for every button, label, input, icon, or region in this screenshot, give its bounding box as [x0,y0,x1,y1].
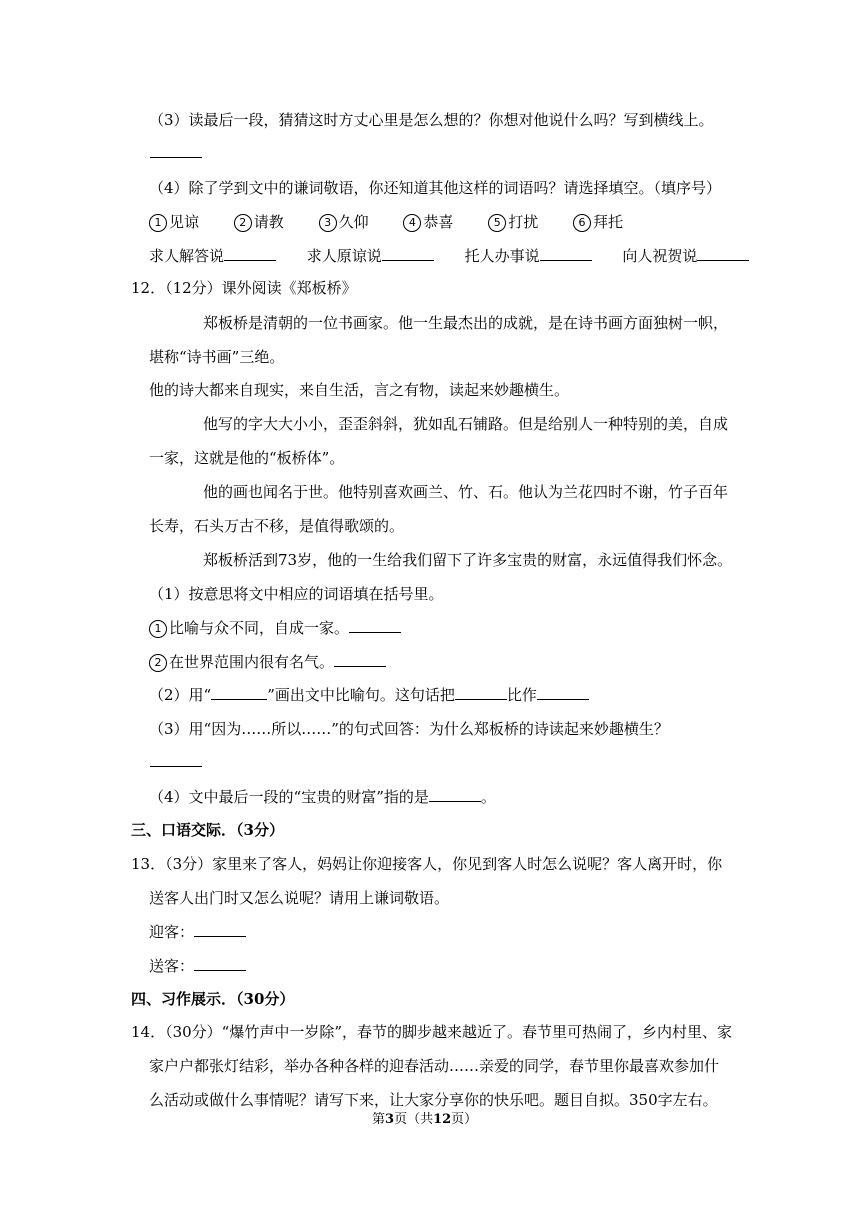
q12-sub3: （3）用“因为……所以……”的句式回答：为什么郑板桥的诗读起来妙趣横生？ [149,720,669,738]
q12-title: 12．（12分）课外阅读《郑板桥》 [131,279,357,297]
fill-forgive: 求人原谅说 [307,247,434,265]
q11-options [149,212,653,232]
answer-line[interactable] [349,618,401,633]
q11-part4: （4）除了学到文中的谦词敬语，你还知道其他这样的词语吗？请选择填空。（填序号） [149,179,722,197]
answer-line[interactable] [194,922,246,937]
passage-para4: 他的画也闻名于世。他特别喜欢画兰、竹、石。他认为兰花四时不谢，竹子百年 [203,483,729,501]
section3-heading: 三、口语交际．（3分） [131,821,284,839]
answer-line[interactable] [537,685,589,700]
q11-fill-row [149,246,749,266]
passage-para1-cont: 堪称“诗书画”三绝。 [149,348,285,366]
option-4: 4 恭喜 [403,213,453,231]
answer-line[interactable] [194,956,246,971]
passage-para4-cont: 长寿，石头万古不移，是值得歌颂的。 [149,517,405,535]
fill-entrust: 托人办事说 [465,247,592,265]
q12-sub1-b: 2 在世界范围内很有名气。 [149,652,386,672]
q12-sub4: （4）文中最后一段的“宝贵的财富”指的是 。 [149,788,496,806]
option-5: 5 打扰 [488,213,538,231]
passage-para3-cont: 一家，这就是他的“板桥体”。 [149,449,345,467]
q14-text-cont1: 家户户都张灯结彩，举办各种各样的迎春活动……亲爱的同学，春节里你最喜欢参加什 [149,1057,720,1075]
answer-line[interactable] [150,752,202,772]
fill-answer-request: 求人解答说 [149,247,276,265]
answer-line[interactable] [429,787,481,802]
q12-sub1-a: 1 比喻与众不同，自成一家。 [149,618,401,638]
answer-line[interactable] [334,652,386,667]
answer-line[interactable] [150,143,202,163]
answer-line[interactable] [211,685,267,700]
q12-sub1: （1）按意思将文中相应的词语填在括号里。 [149,585,444,603]
option-2: 2 请教 [234,213,284,231]
option-1: 1 见谅 [149,213,199,231]
passage-para3: 他写的字大大小小，歪歪斜斜，犹如乱石铺路。但是给别人一种特别的美，自成 [203,415,729,433]
passage-para5: 郑板桥活到73岁，他的一生给我们留下了许多宝贵的财富，永远值得我们怀念。 [203,551,733,569]
fill-congratulate: 向人祝贺说 [622,247,749,265]
q14-text-cont2: 么活动或做什么事情呢？请写下来，让大家分享你的快乐吧。题目自拟。350字左右。 [149,1091,718,1109]
passage-para1: 郑板桥是清朝的一位书画家。他一生最杰出的成就，是在诗书画方面独树一帜， [203,314,729,332]
q12-sub2: （2）用“ ”画出文中比喻句。这句话把 比作 [149,685,589,705]
passage-para2: 他的诗大都来自现实，来自生活，言之有物，读起来妙趣横生。 [149,381,570,399]
welcome-row: 迎客： [149,922,246,942]
q14-text: 14．（30分）“爆竹声中一岁除”，春节的脚步越来越近了。春节里可热闹了，乡内村里、家 [131,1023,733,1041]
option-6: 6 拜托 [573,213,623,231]
answer-line[interactable] [455,685,507,700]
farewell-row: 送客： [149,956,246,976]
page-footer: 第3页（共12页） [372,1112,478,1127]
q13-text: 13．（3分）家里来了客人，妈妈让你迎接客人，你见到客人时怎么说呢？客人离开时，你 [131,855,723,873]
q11-part3: （3）读最后一段，猜猜这时方丈心里是怎么想的？你想对他说什么吗？写到横线上。 [149,111,714,129]
q13-text-cont: 送客人出门时又怎么说呢？请用上谦词敬语。 [149,889,450,907]
option-3: 3 久仰 [319,213,369,231]
section4-heading: 四、习作展示．（30分） [131,990,295,1008]
